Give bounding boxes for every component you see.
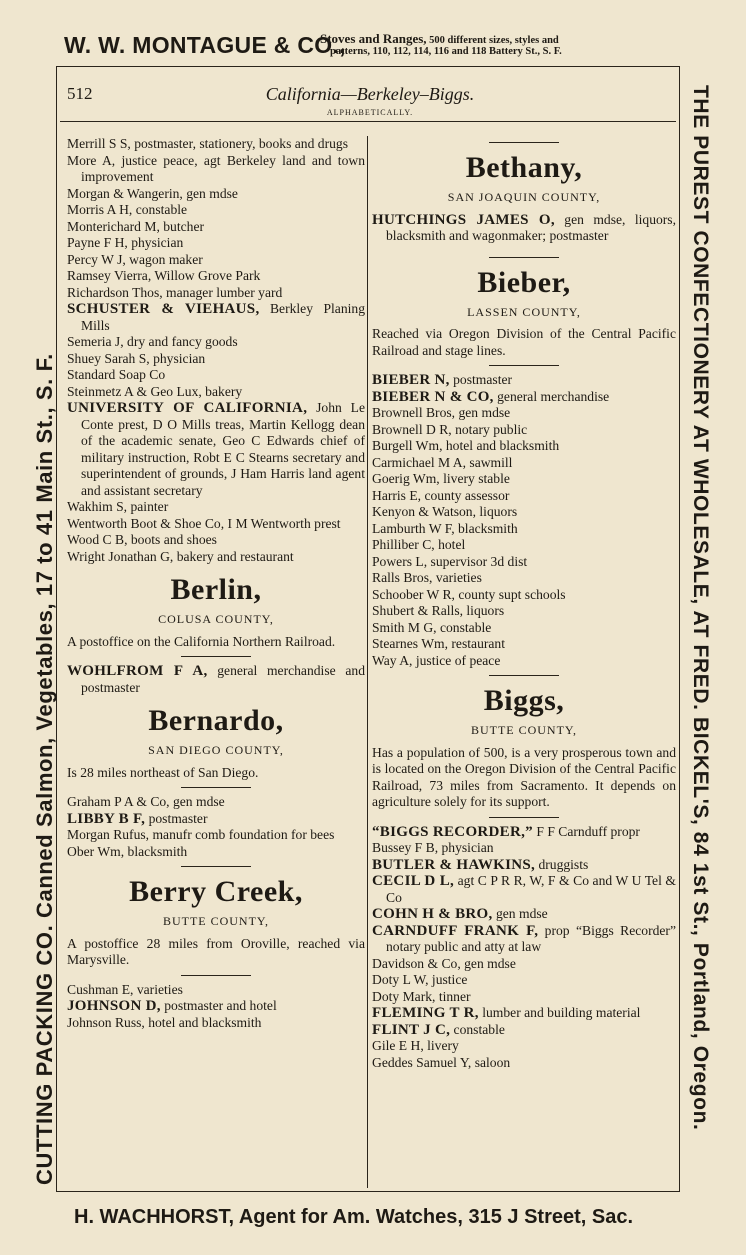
town-description-berry-creek: A postoffice 28 miles from Oroville, reached via Marysville. bbox=[67, 935, 365, 967]
directory-entry bbox=[372, 972, 676, 989]
entry-name-bold: CECIL D L, bbox=[372, 873, 455, 889]
directory-entry bbox=[67, 794, 365, 811]
entry-name-bold: BIEBER N, bbox=[372, 372, 450, 388]
page-number: 512 bbox=[67, 84, 93, 103]
directory-entry bbox=[372, 636, 676, 653]
entry-name-bold: HUTCHINGS JAMES O, bbox=[372, 211, 555, 228]
directory-entry bbox=[372, 537, 676, 554]
berlin-listings bbox=[67, 663, 365, 696]
entry-text: Merrill S S, postmaster, stationery, books and drugs bbox=[67, 136, 348, 151]
directory-entry bbox=[67, 844, 365, 861]
entry-text: Carmichael M A, sawmill bbox=[372, 454, 513, 470]
entry-text: Gile E H, livery bbox=[372, 1038, 459, 1053]
entry-text: Wakhim S, painter bbox=[67, 499, 169, 514]
county-bernardo: SAN DIEGO COUNTY, bbox=[148, 743, 284, 757]
county-bieber: LASSEN COUNTY, bbox=[467, 304, 581, 319]
divider bbox=[489, 817, 559, 818]
town-description-bieber: Reached via Oregon Division of the Central Pacific Railroad and stage lines. bbox=[372, 326, 676, 358]
divider bbox=[181, 866, 251, 867]
entry-text: Monterichard M, butcher bbox=[67, 218, 205, 234]
header-rule bbox=[60, 121, 676, 122]
entry-text: Davidson & Co, gen mdse bbox=[372, 955, 516, 971]
page-footer: H. WACHHORST, Agent for Am. Watches, 315 J Street, Sac. bbox=[74, 1206, 634, 1228]
entry-text: Stearnes Wm, restaurant bbox=[372, 636, 505, 651]
header-advert-text bbox=[320, 33, 562, 57]
left-column bbox=[67, 136, 365, 1031]
divider bbox=[181, 656, 251, 657]
directory-entry bbox=[372, 212, 676, 245]
entry-text: Kenyon & Watson, liquors bbox=[372, 504, 518, 519]
entry-text: Brownell D R, notary public bbox=[372, 421, 528, 437]
directory-entry bbox=[67, 136, 365, 153]
directory-entry bbox=[372, 824, 676, 841]
directory-entry bbox=[372, 620, 676, 637]
directory-entry bbox=[372, 906, 676, 923]
entry-text: Shuey Sarah S, physician bbox=[67, 350, 206, 366]
town-heading-bernardo: Bernardo, bbox=[148, 704, 284, 737]
entry-text: Standard Soap Co bbox=[67, 367, 166, 382]
directory-entry bbox=[372, 521, 676, 538]
header-sub-rest: 500 different sizes, styles and bbox=[426, 35, 559, 46]
entry-text: prop “Biggs Recorder” notary public and atty at law bbox=[386, 922, 676, 954]
header-sub-line2: patterns, 110, 112, 114, 116 and 118 Battery St., S. F. bbox=[330, 46, 562, 57]
entry-name-bold: UNIVERSITY OF CALIFORNIA, bbox=[67, 400, 308, 416]
directory-entry bbox=[372, 873, 676, 906]
town-description-berlin: A postoffice on the California Northern Railroad. bbox=[67, 633, 336, 649]
directory-entry bbox=[372, 455, 676, 472]
directory-entry bbox=[67, 998, 365, 1015]
directory-entry bbox=[67, 549, 365, 566]
entry-text: Wentworth Boot & Shoe Co, I M Wentworth prest bbox=[67, 515, 341, 531]
directory-entry bbox=[67, 202, 365, 219]
entry-text: Wright Jonathan G, bakery and restaurant bbox=[67, 548, 294, 564]
entry-text: Percy W J, wagon maker bbox=[67, 251, 203, 267]
entry-text: general merchandise and postmaster bbox=[81, 663, 365, 695]
bethany-listings bbox=[372, 212, 676, 245]
divider bbox=[489, 675, 559, 676]
directory-entry bbox=[67, 982, 365, 999]
directory-entry bbox=[67, 811, 365, 828]
entry-text: Cushman E, varieties bbox=[67, 981, 183, 997]
directory-entry bbox=[67, 351, 365, 368]
entry-text: Way A, justice of peace bbox=[372, 652, 501, 668]
entry-text: Steinmetz A & Geo Lux, bakery bbox=[67, 383, 243, 399]
directory-entry bbox=[67, 827, 365, 844]
directory-entry bbox=[372, 405, 676, 422]
directory-entry bbox=[372, 923, 676, 956]
directory-entry bbox=[67, 301, 365, 334]
directory-entry bbox=[372, 438, 676, 455]
entry-text: Brownell Bros, gen mdse bbox=[372, 405, 511, 420]
directory-entry bbox=[67, 334, 365, 351]
directory-entry bbox=[67, 153, 365, 186]
entry-name-bold: COHN H & BRO, bbox=[372, 906, 493, 922]
entry-text: gen mdse, liquors, blacksmith and wagonmaker; postmaster bbox=[386, 211, 676, 243]
entry-text: Philliber C, hotel bbox=[372, 537, 466, 552]
left-margin-advert: CUTTING PACKING CO. Canned Salmon, Vegetables, 17 to 41 Main St., S. F. bbox=[32, 353, 57, 1185]
entry-text: Richardson Thos, manager lumber yard bbox=[67, 284, 283, 300]
directory-entry bbox=[372, 1022, 676, 1039]
entry-name-bold: FLINT J C, bbox=[372, 1021, 451, 1038]
entry-text: Graham P A & Co, gen mdse bbox=[67, 794, 225, 809]
entry-text: Schoober W R, county supt schools bbox=[372, 586, 566, 602]
directory-entry bbox=[372, 857, 676, 874]
right-margin-advert: THE PUREST CONFECTIONERY AT WHOLESALE, AT FRED. BICKEL'S, 84 1st St., Portland, Oregon. bbox=[689, 85, 712, 1131]
entry-name-bold: FLEMING T R, bbox=[372, 1005, 479, 1021]
directory-entry bbox=[372, 389, 676, 406]
entry-text: Ober Wm, blacksmith bbox=[67, 843, 188, 859]
entry-text: John Le Conte prest, D O Mills treas, Martin Kellogg dean of the academic senate, Geo C Edwards chief of military instruction, Robt E C Stearns secretary and superintendent of grounds, J Ham Harris land agent and assistant secretary bbox=[81, 400, 365, 498]
entry-text: Powers L, supervisor 3d dist bbox=[372, 553, 528, 569]
entry-name-bold: LIBBY B F, bbox=[67, 810, 146, 827]
entry-text: Harris E, county assessor bbox=[372, 487, 510, 503]
directory-entry bbox=[372, 372, 676, 389]
directory-entry bbox=[67, 499, 365, 516]
entry-name-bold: “BIGGS RECORDER,” bbox=[372, 823, 533, 840]
entry-text: Doty L W, justice bbox=[372, 972, 468, 987]
directory-entry bbox=[372, 653, 676, 670]
entry-text: lumber and building material bbox=[478, 1005, 641, 1020]
directory-entry bbox=[67, 384, 365, 401]
entry-text: Shubert & Ralls, liquors bbox=[372, 603, 505, 618]
entry-text: postmaster bbox=[145, 810, 208, 826]
entry-text: agt C P R R, W, F & Co and W U Tel & Co bbox=[386, 873, 676, 905]
directory-entry bbox=[67, 532, 365, 549]
county-berry-creek: BUTTE COUNTY, bbox=[162, 914, 270, 928]
entry-text: gen mdse bbox=[492, 906, 548, 921]
directory-entry bbox=[372, 840, 676, 857]
entry-text: Morgan & Wangerin, gen mdse bbox=[67, 185, 238, 201]
entry-name-bold: BIEBER N & CO, bbox=[372, 388, 494, 405]
entry-text: postmaster and hotel bbox=[160, 998, 277, 1013]
directory-entry bbox=[67, 516, 365, 533]
divider bbox=[181, 975, 251, 976]
entry-text: Lamburth W F, blacksmith bbox=[372, 520, 518, 536]
divider bbox=[489, 365, 559, 366]
directory-entry bbox=[67, 186, 365, 203]
entry-text: F F Carnduff propr bbox=[532, 823, 640, 839]
directory-entry bbox=[67, 268, 365, 285]
entry-text: druggists bbox=[535, 856, 589, 872]
entry-text: general merchandise bbox=[493, 388, 610, 404]
divider bbox=[489, 257, 559, 258]
directory-entry bbox=[372, 570, 676, 587]
entry-text: Ralls Bros, varieties bbox=[372, 570, 482, 585]
page-header bbox=[58, 28, 698, 68]
entry-text: Smith M G, constable bbox=[372, 619, 492, 635]
directory-entry bbox=[67, 219, 365, 236]
running-title: California—Berkeley–Biggs. bbox=[265, 84, 475, 104]
berry-creek-listings bbox=[67, 982, 365, 1032]
directory-entry bbox=[67, 367, 365, 384]
directory-entry bbox=[372, 587, 676, 604]
biggs-listings bbox=[372, 824, 676, 1072]
entry-text: Berkley Planing Mills bbox=[81, 301, 365, 333]
entry-text: Semeria J, dry and fancy goods bbox=[67, 334, 238, 349]
entry-text: Payne F H, physician bbox=[67, 235, 184, 250]
directory-entry bbox=[372, 554, 676, 571]
town-description-biggs: Has a population of 500, is a very prosperous town and is located on the Oregon Division of the Central Pacific Railroad, 73 miles from Sacramento. It depends on agriculture solely for its support. bbox=[372, 744, 676, 809]
entry-name-bold: JOHNSON D, bbox=[67, 998, 161, 1014]
entry-name-bold: CARNDUFF FRANK F, bbox=[372, 922, 539, 939]
header-advertiser: W. W. MONTAGUE & CO., bbox=[64, 32, 346, 58]
town-description-bernardo: Is 28 miles northeast of San Diego. bbox=[67, 764, 259, 780]
entry-text: Morris A H, constable bbox=[67, 202, 188, 217]
entry-text: Morgan Rufus, manufr comb foundation for bees bbox=[67, 827, 335, 842]
entry-text: Geddes Samuel Y, saloon bbox=[372, 1054, 511, 1070]
county-biggs: BUTTE COUNTY, bbox=[470, 723, 578, 737]
entry-text: Wood C B, boots and shoes bbox=[67, 532, 217, 547]
berkeley-listings bbox=[67, 136, 365, 565]
directory-entry bbox=[372, 504, 676, 521]
directory-entry bbox=[372, 488, 676, 505]
entry-text: Doty Mark, tinner bbox=[372, 988, 471, 1004]
county-berlin: COLUSA COUNTY, bbox=[158, 612, 274, 626]
entry-text: Burgell Wm, hotel and blacksmith bbox=[372, 438, 560, 453]
town-heading-berry-creek: Berry Creek, bbox=[129, 875, 303, 908]
right-column bbox=[372, 136, 676, 1071]
entry-text: Ramsey Vierra, Willow Grove Park bbox=[67, 268, 261, 283]
town-heading-bethany: Bethany, bbox=[465, 151, 583, 184]
county-bethany: SAN JOAQUIN COUNTY, bbox=[447, 190, 601, 204]
entry-text: postmaster bbox=[449, 372, 513, 387]
entry-text: constable bbox=[450, 1021, 505, 1037]
directory-entry bbox=[67, 285, 365, 302]
town-heading-bieber: Bieber, bbox=[477, 265, 571, 299]
directory-entry bbox=[372, 1055, 676, 1072]
directory-entry bbox=[67, 252, 365, 269]
entry-text: Bussey F B, physician bbox=[372, 840, 494, 855]
entry-name-bold: WOHLFROM F A, bbox=[67, 663, 208, 679]
header-sub-bold: Stoves and Ranges, bbox=[320, 31, 427, 46]
entry-name-bold: SCHUSTER & VIEHAUS, bbox=[67, 301, 260, 317]
directory-entry bbox=[372, 603, 676, 620]
directory-entry bbox=[372, 1005, 676, 1022]
town-heading-berlin: Berlin, bbox=[170, 573, 262, 606]
directory-entry bbox=[67, 663, 365, 696]
entry-text: More A, justice peace, agt Berkeley land and town improvement bbox=[67, 152, 365, 184]
directory-entry bbox=[67, 400, 365, 499]
town-heading-biggs: Biggs, bbox=[483, 684, 565, 717]
bernardo-listings bbox=[67, 794, 365, 860]
directory-entry bbox=[67, 1015, 365, 1032]
directory-entry bbox=[372, 989, 676, 1006]
alphabetically-label: ALPHABETICALLY. bbox=[326, 108, 414, 117]
directory-entry bbox=[372, 422, 676, 439]
column-divider bbox=[367, 136, 368, 1188]
directory-entry bbox=[67, 235, 365, 252]
entry-name-bold: BUTLER & HAWKINS, bbox=[372, 856, 536, 873]
divider bbox=[489, 142, 559, 143]
entry-text: Goerig Wm, livery stable bbox=[372, 471, 510, 486]
directory-entry bbox=[372, 471, 676, 488]
divider bbox=[181, 787, 251, 788]
entry-text: Johnson Russ, hotel and blacksmith bbox=[67, 1014, 262, 1030]
bieber-listings bbox=[372, 372, 676, 669]
directory-entry bbox=[372, 956, 676, 973]
directory-entry bbox=[372, 1038, 676, 1055]
